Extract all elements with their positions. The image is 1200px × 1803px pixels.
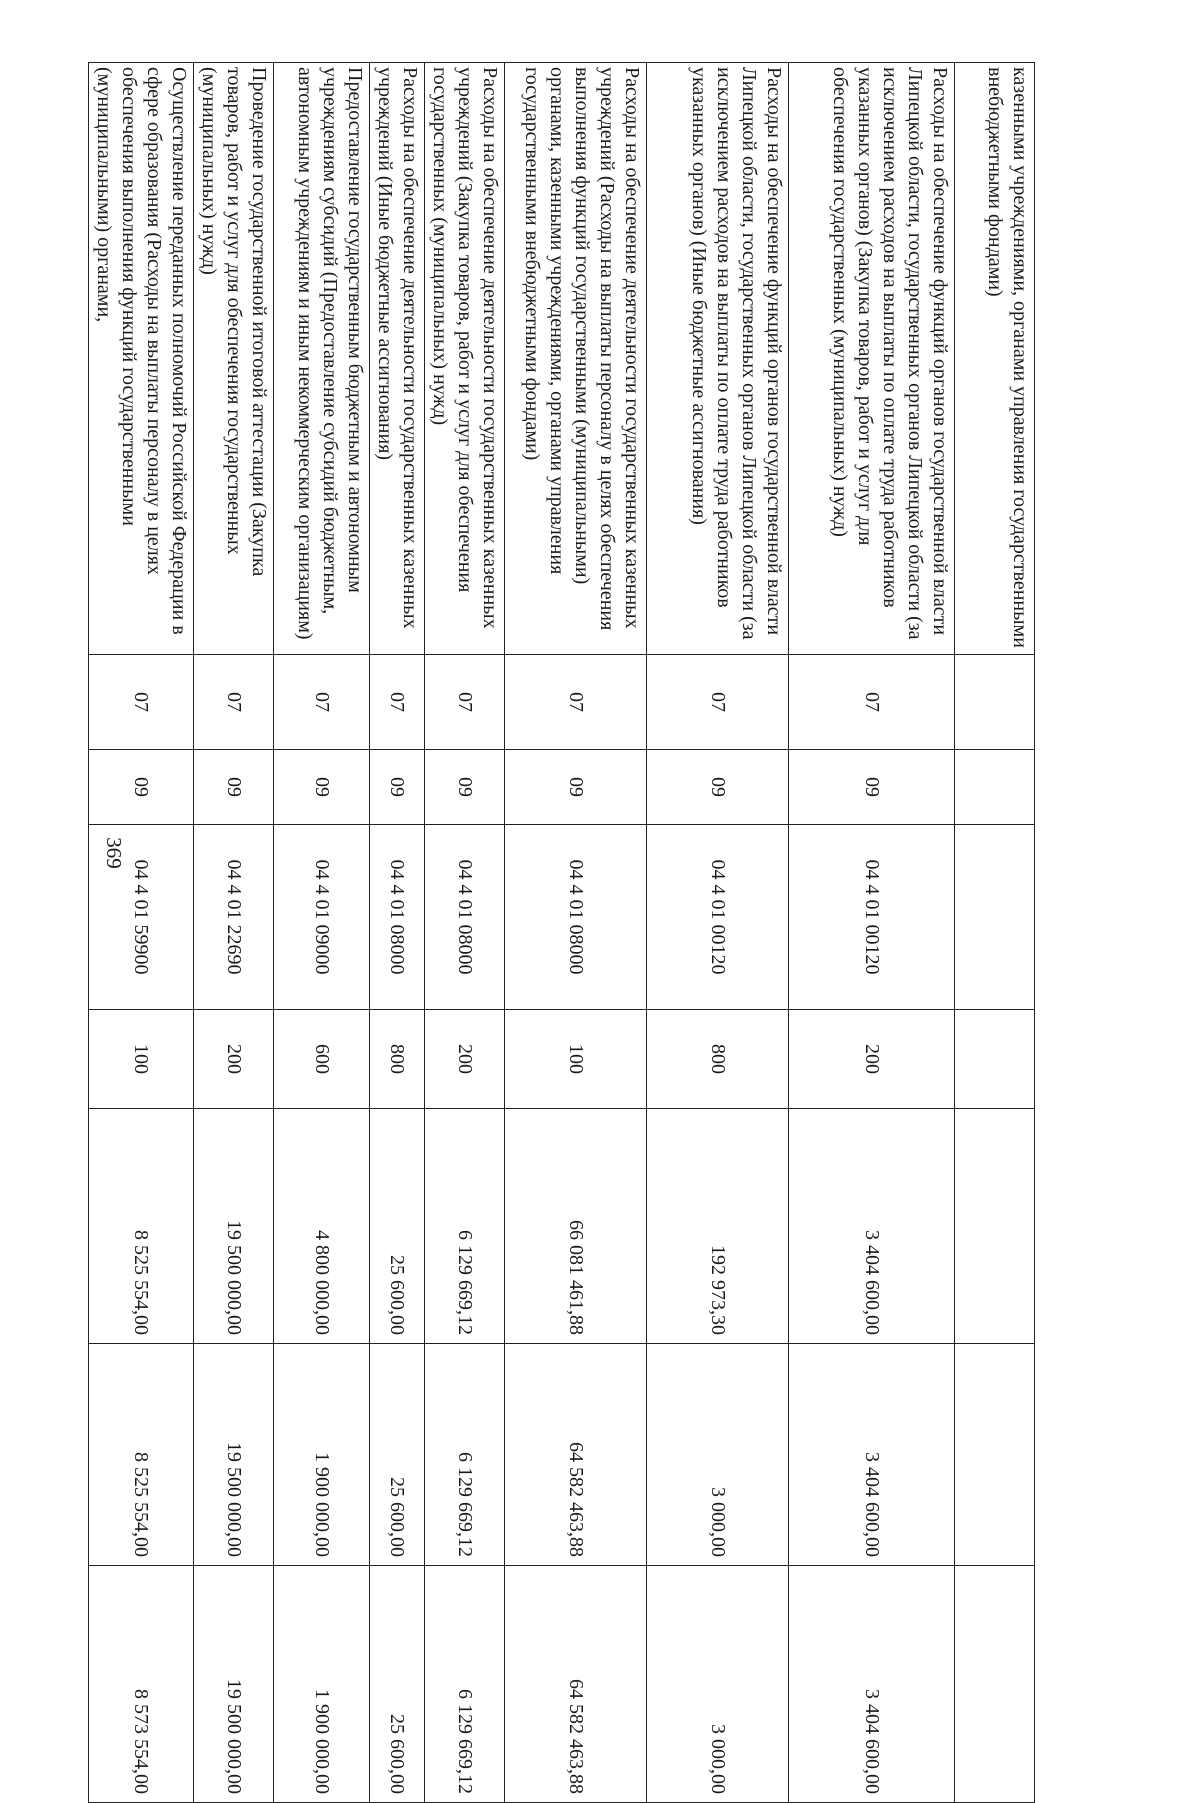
sum-cell-2: 1 900 000,00: [274, 1344, 370, 1566]
sum-cell-3: 6 129 669,12: [425, 1566, 505, 1803]
vr-cell: 200: [194, 1010, 274, 1109]
table-row: [425, 63, 505, 1803]
sum-cell-1: 4 800 000,00: [274, 1109, 370, 1344]
rz-cell: [955, 655, 1035, 750]
sum-cell-3: 1 900 000,00: [274, 1566, 370, 1803]
csr-cell: 04 4 01 08000: [505, 825, 647, 1010]
pr-cell: 09: [274, 750, 370, 825]
sum-cell-2: 3 000,00: [647, 1344, 789, 1566]
table-row: [370, 63, 425, 1803]
sum-cell-1: 19 500 000,00: [194, 1109, 274, 1344]
table-row: [274, 63, 370, 1803]
row-description: Проведение государственной итоговой аттестации (Закупка товаров, работ и услуг для обеспечения государственных (муниципальных) нужд): [194, 63, 274, 655]
csr-cell: 04 4 01 59900: [89, 825, 194, 1010]
vr-cell: 200: [789, 1010, 955, 1109]
row-description: Предоставление государственным бюджетным и автономным учреждениям субсидий (Предоставление субсидий бюджетным, автономным учреждениям и иным некоммерческим организациям): [274, 63, 370, 655]
sum-cell-2: 3 404 600,00: [789, 1344, 955, 1566]
sum-cell-3: 8 573 554,00: [89, 1566, 194, 1803]
rz-cell: 07: [647, 655, 789, 750]
csr-cell: [955, 825, 1035, 1010]
table-row: [194, 63, 274, 1803]
row-description: Осуществление переданных полномочий Российской Федерации в сфере образования (Расходы на выплаты персоналу в целях обеспечения выполнения функций государственными (муниципальными) органами,: [89, 63, 194, 655]
vr-cell: 800: [370, 1010, 425, 1109]
table-row: [647, 63, 789, 1803]
pr-cell: 09: [647, 750, 789, 825]
table-row: [89, 63, 194, 1803]
rz-cell: 07: [425, 655, 505, 750]
table-row: [789, 63, 955, 1803]
rz-cell: 07: [89, 655, 194, 750]
sum-cell-1: 3 404 600,00: [789, 1109, 955, 1344]
pr-cell: [955, 750, 1035, 825]
vr-cell: 100: [505, 1010, 647, 1109]
sum-cell-1: 25 600,00: [370, 1109, 425, 1344]
sum-cell-2: 25 600,00: [370, 1344, 425, 1566]
pr-cell: 09: [370, 750, 425, 825]
rz-cell: 07: [370, 655, 425, 750]
csr-cell: 04 4 01 00120: [647, 825, 789, 1010]
vr-cell: 100: [89, 1010, 194, 1109]
pr-cell: 09: [89, 750, 194, 825]
budget-table-body: [89, 63, 1035, 1803]
sum-cell-1: 8 525 554,00: [89, 1109, 194, 1344]
row-description: Расходы на обеспечение функций органов государственной власти Липецкой области, государственных органов Липецкой области (за исключением расходов на выплаты по оплате труда работников указанных органов) (Иные бюджетные ассигнования): [647, 63, 789, 655]
sum-cell-2: 6 129 669,12: [425, 1344, 505, 1566]
pr-cell: 09: [789, 750, 955, 825]
sum-cell-1: 66 081 461,88: [505, 1109, 647, 1344]
sum-cell-3: 19 500 000,00: [194, 1566, 274, 1803]
row-description: Расходы на обеспечение функций органов государственной власти Липецкой области, государственных органов Липецкой области (за исключением расходов на выплаты по оплате труда работников указанных органов) (Закупка товаров, работ и услуг для обеспечения государственных (муниципальных) нужд): [789, 63, 955, 655]
pr-cell: 09: [194, 750, 274, 825]
sum-cell-3: 3 000,00: [647, 1566, 789, 1803]
sum-cell-2: [955, 1344, 1035, 1566]
csr-cell: 04 4 01 22690: [194, 825, 274, 1010]
sum-cell-3: [955, 1566, 1035, 1803]
sum-cell-3: 64 582 463,88: [505, 1566, 647, 1803]
sum-cell-1: 6 129 669,12: [425, 1109, 505, 1344]
pr-cell: 09: [505, 750, 647, 825]
vr-cell: [955, 1010, 1035, 1109]
vr-cell: 200: [425, 1010, 505, 1109]
csr-cell: 04 4 01 08000: [425, 825, 505, 1010]
page-number: 369: [102, 837, 126, 869]
vr-cell: 600: [274, 1010, 370, 1109]
sum-cell-3: 3 404 600,00: [789, 1566, 955, 1803]
sum-cell-2: 8 525 554,00: [89, 1344, 194, 1566]
csr-cell: 04 4 01 08000: [370, 825, 425, 1010]
rz-cell: 07: [789, 655, 955, 750]
budget-table: [88, 62, 1035, 1803]
sum-cell-2: 19 500 000,00: [194, 1344, 274, 1566]
rz-cell: 07: [274, 655, 370, 750]
row-description: Расходы на обеспечение деятельности государственных казенных учреждений (Закупка товаров, работ и услуг для обеспечения государственных (муниципальных) нужд): [425, 63, 505, 655]
row-description: казенными учреждениями, органами управления государственными внебюджетными фондами): [955, 63, 1035, 655]
vr-cell: 800: [647, 1010, 789, 1109]
sum-cell-3: 25 600,00: [370, 1566, 425, 1803]
sum-cell-2: 64 582 463,88: [505, 1344, 647, 1566]
pr-cell: 09: [425, 750, 505, 825]
table-row: [505, 63, 647, 1803]
rz-cell: 07: [505, 655, 647, 750]
csr-cell: 04 4 01 09000: [274, 825, 370, 1010]
sum-cell-1: [955, 1109, 1035, 1344]
table-row: [955, 63, 1035, 1803]
csr-cell: 04 4 01 00120: [789, 825, 955, 1010]
rz-cell: 07: [194, 655, 274, 750]
row-description: Расходы на обеспечение деятельности государственных казенных учреждений (Расходы на выплаты персоналу в целях обеспечения выполнения функций государственными (муниципальными) органами, казенными учреждениями, органами управления государственными внебюджетными фондами): [505, 63, 647, 655]
row-description: Расходы на обеспечение деятельности государственных казенных учреждений (Иные бюджетные ассигнования): [370, 63, 425, 655]
sum-cell-1: 192 973,30: [647, 1109, 789, 1344]
